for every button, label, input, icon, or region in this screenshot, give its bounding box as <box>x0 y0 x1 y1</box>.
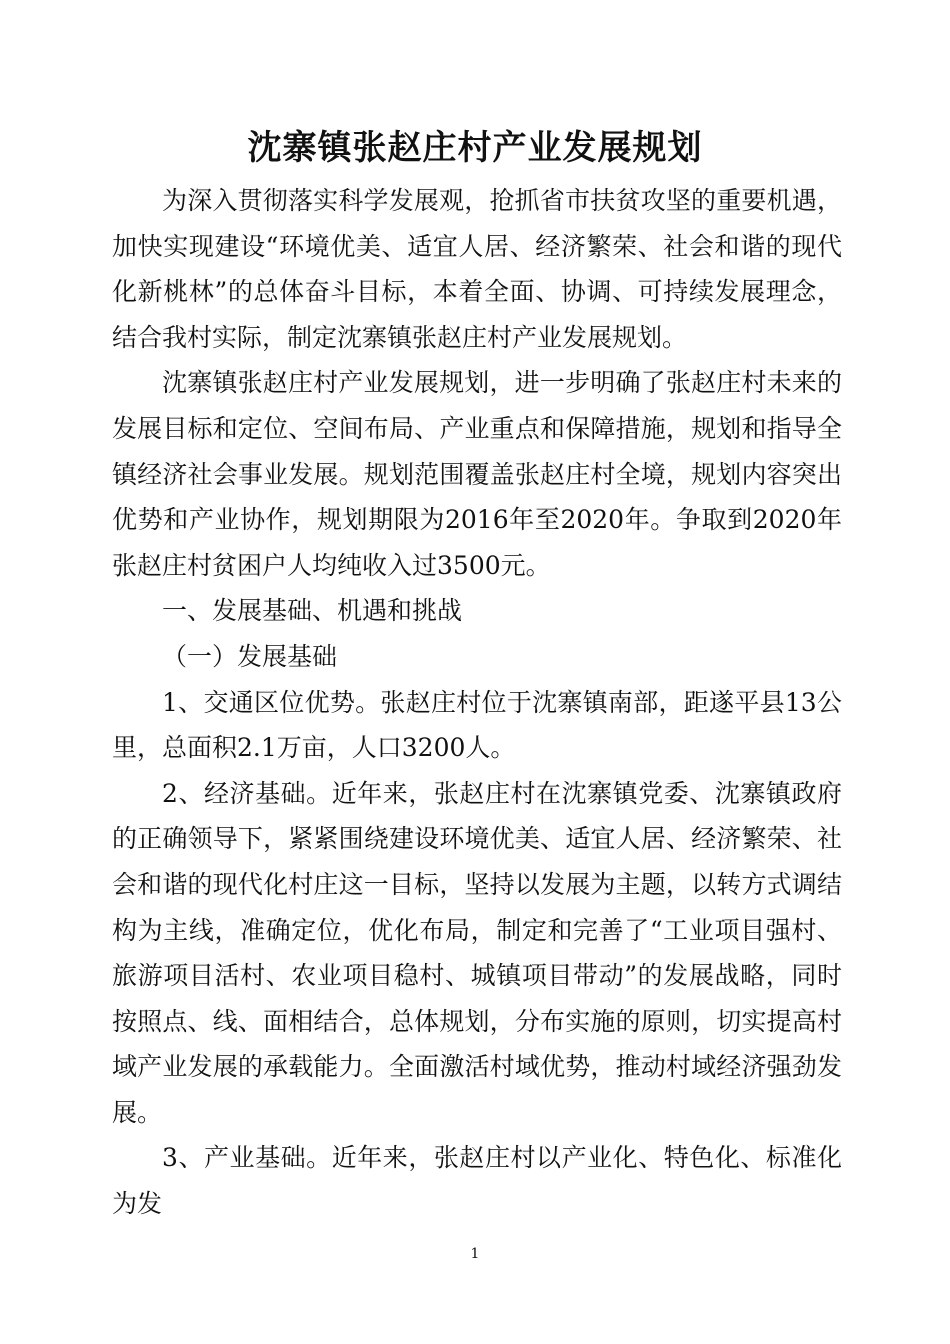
paragraph-location: 1、交通区位优势。张赵庄村位于沈寨镇南部，距遂平县13公里，总面积2.1万亩，人口3200人。 <box>112 687 842 763</box>
paragraph-intro: 为深入贯彻落实科学发展观，抢抓省市扶贫攻坚的重要机遇，加快实现建设“环境优美、适宜人居、经济繁荣、社会和谐的现代化新桃林”的总体奋斗目标，本着全面、协调、可持续发展理念，结合我村实际，制定沈寨镇张赵庄村产业发展规划。 <box>112 186 842 352</box>
document-body <box>112 178 842 1227</box>
paragraph-economy: 2、经济基础。近年来，张赵庄村在沈寨镇党委、沈寨镇政府的正确领导下，紧紧围绕建设环境优美、适宜人居、经济繁荣、社会和谐的现代化村庄这一目标，坚持以发展为主题，以转方式调结构为主线，准确定位，优化布局，制定和完善了“工业项目强村、旅游项目活村、农业项目稳村、城镇项目带动”的发展战略，同时按照点、线、面相结合，总体规划，分布实施的原则，切实提高村域产业发展的承载能力。全面激活村域优势，推动村域经济强劲发展。 <box>112 778 842 1127</box>
subsection-heading-1: （一）发展基础 <box>162 641 338 671</box>
section-heading-1: 一、发展基础、机遇和挑战 <box>162 596 463 626</box>
paragraph-plan-overview: 沈寨镇张赵庄村产业发展规划，进一步明确了张赵庄村未来的发展目标和定位、空间布局、产业重点和保障措施，规划和指导全镇经济社会事业发展。规划范围覆盖张赵庄村全境，规划内容突出优势和产业协作，规划期限为2016年至2020年。争取到2020年张赵庄村贫困户人均纯收入过3500元。 <box>112 368 842 580</box>
document-title: 沈寨镇张赵庄村产业发展规划 <box>247 128 703 168</box>
paragraph-industry: 3、产业基础。近年来，张赵庄村以产业化、特色化、标准化为发 <box>112 1143 842 1219</box>
page-number: 1 <box>470 1246 480 1262</box>
